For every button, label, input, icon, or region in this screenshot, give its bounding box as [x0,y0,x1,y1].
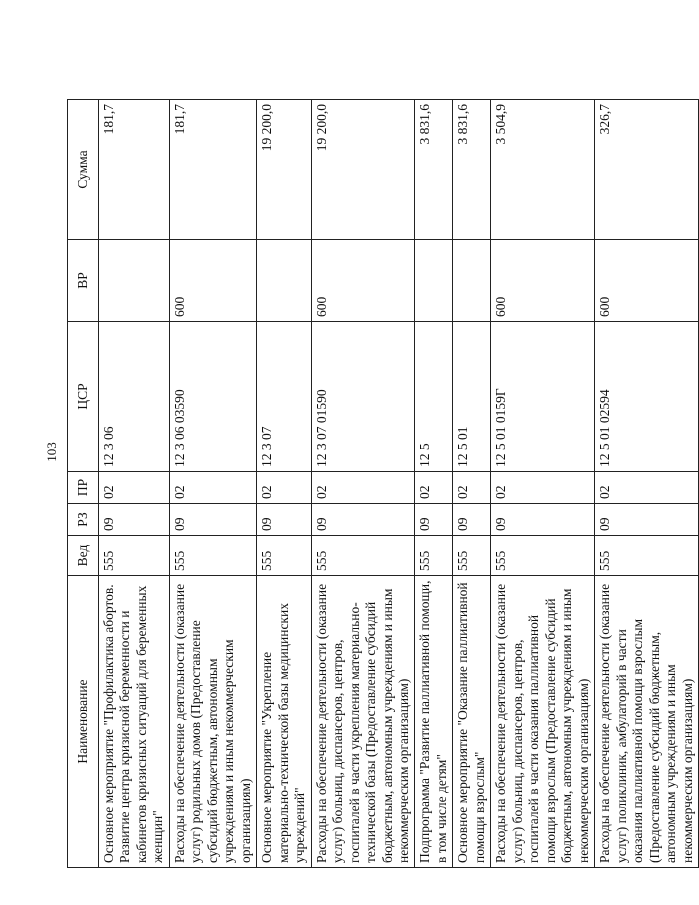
row-csr: 12 3 07 [257,322,311,472]
row-csr: 12 3 07 01590 [311,322,415,472]
row-pr: 02 [99,472,170,504]
row-csr: 12 5 01 [453,322,491,472]
row-sum: 3 504,9 [491,100,595,240]
row-csr: 12 3 06 03590 [169,322,256,472]
row-vr [257,240,311,322]
table-row [311,100,415,868]
row-sum: 181,7 [169,100,256,240]
row-sum: 3 831,6 [453,100,491,240]
row-csr: 12 3 06 [99,322,170,472]
header-pr: ПР [68,472,99,504]
table-row [491,100,595,868]
table-header-row [68,100,99,868]
row-rz: 09 [595,504,699,536]
row-name: Подпрограмма "Развитие паллиативной помощи, в том числе детям" [415,576,453,868]
row-vr: 600 [595,240,699,322]
header-ved: Вед [68,536,99,576]
row-vr [453,240,491,322]
header-name: Наименование [68,576,99,868]
header-sum: Сумма [68,100,99,240]
row-csr: 12 5 [415,322,453,472]
row-sum: 181,7 [99,100,170,240]
rotated-page [67,100,695,868]
row-sum: 19 200,0 [257,100,311,240]
row-name: Расходы на обеспечение деятельности (оказание услуг) родильных домов (Предоставление субсидий бюджетным, автономным учреждениям и иным некоммерческим организациям) [169,576,256,868]
row-name: Расходы на обеспечение деятельности (оказание услуг) больниц, диспансеров, центров, госпиталей в части оказания паллиативной помощи взрослым (Предоставление субсидий бюджетным, автономным учреждениям и иным некоммерческим организациям) [491,576,595,868]
budget-table [67,99,699,868]
header-rz: РЗ [68,504,99,536]
row-rz: 09 [311,504,415,536]
row-ved: 555 [453,536,491,576]
page-number: 103 [44,442,59,462]
row-rz: 09 [99,504,170,536]
row-csr: 12 5 01 0159Г [491,322,595,472]
row-name: Расходы на обеспечение деятельности (оказание услуг) поликлиник, амбулаторий в части оказания паллиативной помощи взрослым (Предоставление субсидий бюджетным, автономным учреждениям и иным некоммерческим организациям) [595,576,699,868]
row-pr: 02 [491,472,595,504]
row-sum: 3 831,6 [415,100,453,240]
row-vr [99,240,170,322]
row-pr: 02 [595,472,699,504]
table-row [595,100,699,868]
row-vr: 600 [491,240,595,322]
row-vr: 600 [169,240,256,322]
row-ved: 555 [257,536,311,576]
row-name: Основное мероприятие "Оказание паллиативной помощи взрослым" [453,576,491,868]
row-rz: 09 [257,504,311,536]
row-ved: 555 [491,536,595,576]
table-row [415,100,453,868]
row-pr: 02 [311,472,415,504]
row-pr: 02 [257,472,311,504]
row-name: Основное мероприятие "Профилактика абортов. Развитие центра кризисной беременности и кабинетов кризисных ситуаций для беременных женщин" [99,576,170,868]
table-row [169,100,256,868]
row-ved: 555 [99,536,170,576]
row-ved: 555 [169,536,256,576]
header-vr: ВР [68,240,99,322]
row-pr: 02 [453,472,491,504]
row-ved: 555 [311,536,415,576]
row-vr: 600 [311,240,415,322]
row-csr: 12 5 01 02594 [595,322,699,472]
row-rz: 09 [491,504,595,536]
row-sum: 326,7 [595,100,699,240]
header-csr: ЦСР [68,322,99,472]
row-ved: 555 [595,536,699,576]
row-pr: 02 [415,472,453,504]
row-ved: 555 [415,536,453,576]
row-name: Основное мероприятие "Укрепление материально-технической базы медицинских учреждений" [257,576,311,868]
row-vr [415,240,453,322]
table-row [257,100,311,868]
row-name: Расходы на обеспечение деятельности (оказание услуг) больниц, диспансеров, центров, госпиталей в части укрепления материально-технической базы (Предоставление субсидий бюджетным, автономным учреждениям и иным некоммерческим организациям) [311,576,415,868]
table-row [453,100,491,868]
row-rz: 09 [169,504,256,536]
row-pr: 02 [169,472,256,504]
row-rz: 09 [453,504,491,536]
table-row [99,100,170,868]
row-sum: 19 200,0 [311,100,415,240]
row-rz: 09 [415,504,453,536]
